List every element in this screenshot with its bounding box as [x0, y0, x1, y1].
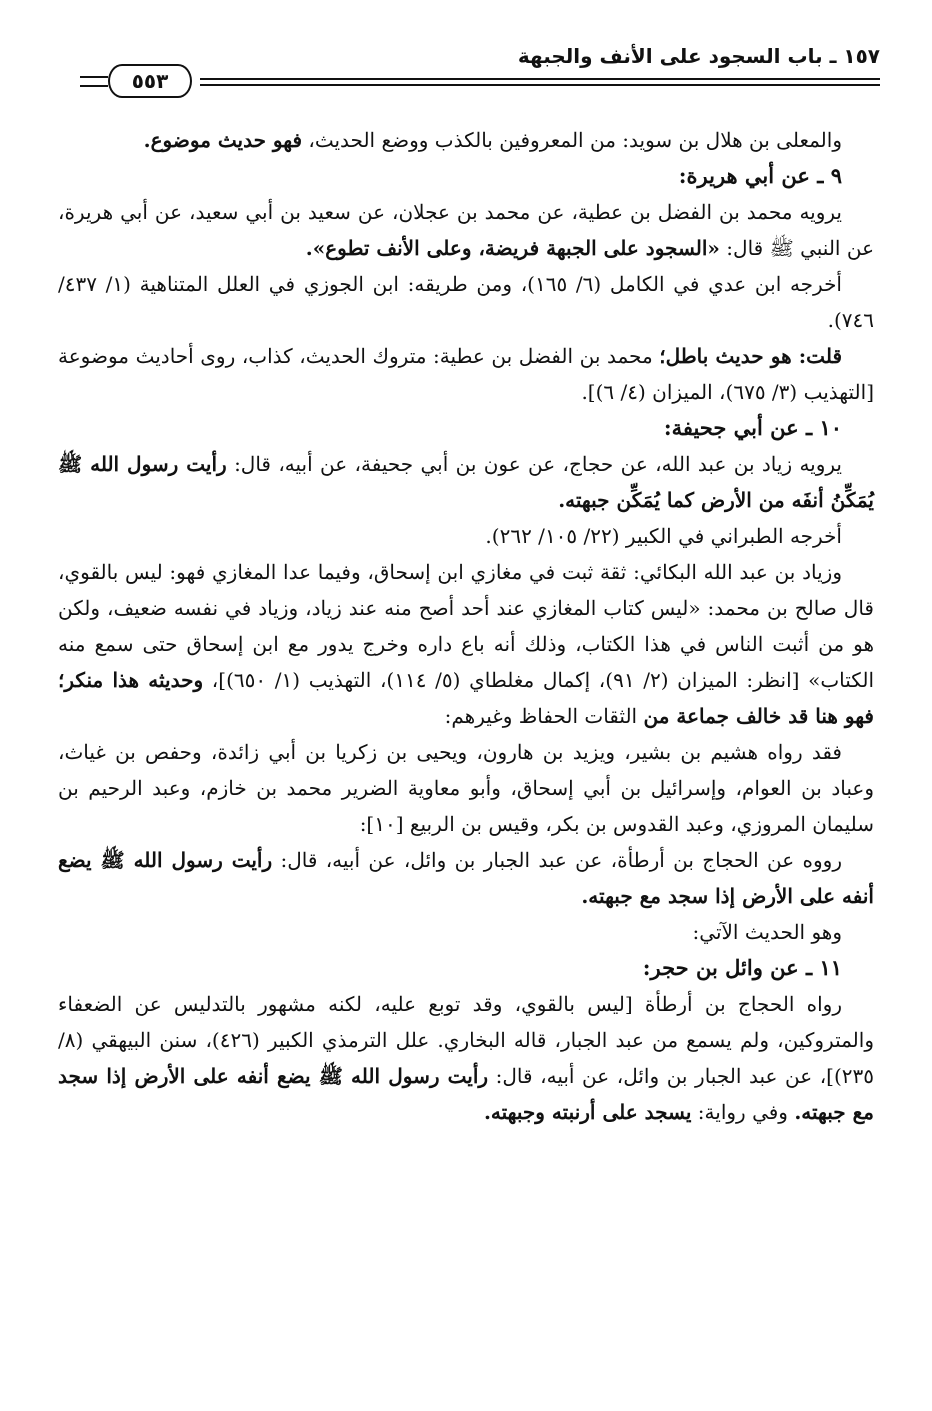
- bold-text-run: رأيت رسول الله ﷺ يُمَكِّنُ أنفَه من الأرض كما يُمَكِّن جبهته.: [58, 452, 874, 512]
- bold-text-run: رأيت رسول الله ﷺ يضع أنفه على الأرض إذا سجد مع جبهته.: [58, 848, 874, 908]
- text-run: أخرجه الطبراني في الكبير (٢٢/ ١٠٥/ ٢٦٢).: [485, 524, 842, 548]
- paragraph: [58, 122, 874, 158]
- text-run: وفي رواية:: [691, 1100, 795, 1124]
- section-heading: ٩ ـ عن أبي هريرة:: [678, 163, 842, 188]
- bold-text-run: فهو حديث موضوع.: [143, 128, 303, 152]
- bold-text-run: يسجد على أرنبته وجبهته.: [483, 1100, 692, 1124]
- bold-text-run: رأيت رسول الله ﷺ يضع أنفه على الأرض إذا سجد مع جبهته.: [58, 1064, 874, 1124]
- badge-ornament-lines: [80, 76, 108, 87]
- paragraph: [58, 518, 874, 554]
- text-run: يرويه زياد بن عبد الله، عن حجاج، عن عون بن أبي جحيفة، عن أبيه، قال:: [226, 452, 842, 476]
- paragraph: [58, 914, 874, 950]
- section-heading: ١١ ـ عن وائل بن حجر:: [642, 955, 842, 980]
- paragraph: [58, 266, 874, 338]
- chapter-title: ١٥٧ ـ باب السجود على الأنف والجبهة: [517, 44, 880, 68]
- bold-text-run: قلت: هو حديث باطل؛: [659, 344, 843, 368]
- paragraph: [58, 554, 874, 734]
- paragraph: [58, 986, 874, 1130]
- text-run: فقد رواه هشيم بن بشير، ويزيد بن هارون، ويحيى بن زكريا بن أبي زائدة، وحفص بن غياث، وعباد بن العوام، وإسرائيل بن أبي إسحاق، وأبو معاوية الضرير محمد بن خازم، وعبد الرحيم بن سليمان المروزي، وعبد القدوس بن بكر، وقيس بن الربيع [١٠]:: [58, 740, 874, 836]
- paragraph: [58, 734, 874, 842]
- text-run: وزياد بن عبد الله البكائي: ثقة ثبت في مغازي ابن إسحاق، وفيما عدا المغازي فهو: ليس بالقوي، قال صالح بن محمد: «ليس كتاب المغازي عند أحد أصح منه عند زياد، وزياد في نفسه ضعيف، ولكن هو من أثبت الناس في هذا الكتاب، وذلك أنه باع داره وخرج يدور مع ابن إسحاق حتى سمع منه الكتاب» [انظر: الميزان (٢/ ٩١)، إكمال مغلطاي (٥/ ١١٤)، التهذيب (١/ ٦٥٠)]،: [58, 560, 875, 692]
- text-run: يرويه محمد بن الفضل بن عطية، عن محمد بن عجلان، عن سعيد بن أبي سعيد، عن أبي هريرة، عن النبي ﷺ قال:: [58, 200, 874, 260]
- paragraph: [58, 446, 874, 518]
- bold-text-run: «السجود على الجبهة فريضة، وعلى الأنف تطوع».: [305, 236, 720, 260]
- paragraph: [58, 194, 874, 266]
- text-run: والمعلى بن هلال بن سويد: من المعروفين بالكذب ووضع الحديث،: [302, 128, 842, 152]
- paragraph: [58, 338, 874, 410]
- header-rule-double: [200, 84, 880, 86]
- page-number: ٥٥٣: [131, 69, 169, 93]
- page-number-badge: [108, 64, 192, 98]
- running-header: [80, 40, 880, 100]
- paragraph: [58, 842, 874, 914]
- page-body: [58, 122, 874, 1130]
- text-run: رواه الحجاج بن أرطأة [ليس بالقوي، وقد توبع عليه، لكنه مشهور بالتدليس عن الضعفاء والمتروكين، ولم يسمع من عبد الجبار، قاله البخاري. علل الترمذي الكبير (٤٢٦)، سنن البيهقي (٨/ ٢٣٥)]، عن عبد الجبار بن وائل، عن أبيه، قال:: [58, 992, 875, 1088]
- header-rule: [200, 78, 880, 80]
- bold-text-run: وحديثه هذا منكر؛ فهو هنا قد خالف جماعة من: [58, 668, 874, 728]
- text-run: محمد بن الفضل بن عطية: متروك الحديث، كذاب، روى أحاديث موضوعة [التهذيب (٣/ ٦٧٥)، الميزان (٤/ ٦)].: [58, 344, 874, 404]
- text-run: رووه عن الحجاج بن أرطأة، عن عبد الجبار بن وائل، عن أبيه، قال:: [272, 848, 842, 872]
- section-heading: ١٠ ـ عن أبي جحيفة:: [663, 415, 842, 440]
- text-run: وهو الحديث الآتي:: [692, 920, 842, 944]
- text-run: الثقات الحفاظ وغيرهم:: [444, 704, 644, 728]
- text-run: أخرجه ابن عدي في الكامل (٦/ ١٦٥)، ومن طريقه: ابن الجوزي في العلل المتناهية (١/ ٤٣٧/ ٧٤٦).: [58, 272, 874, 332]
